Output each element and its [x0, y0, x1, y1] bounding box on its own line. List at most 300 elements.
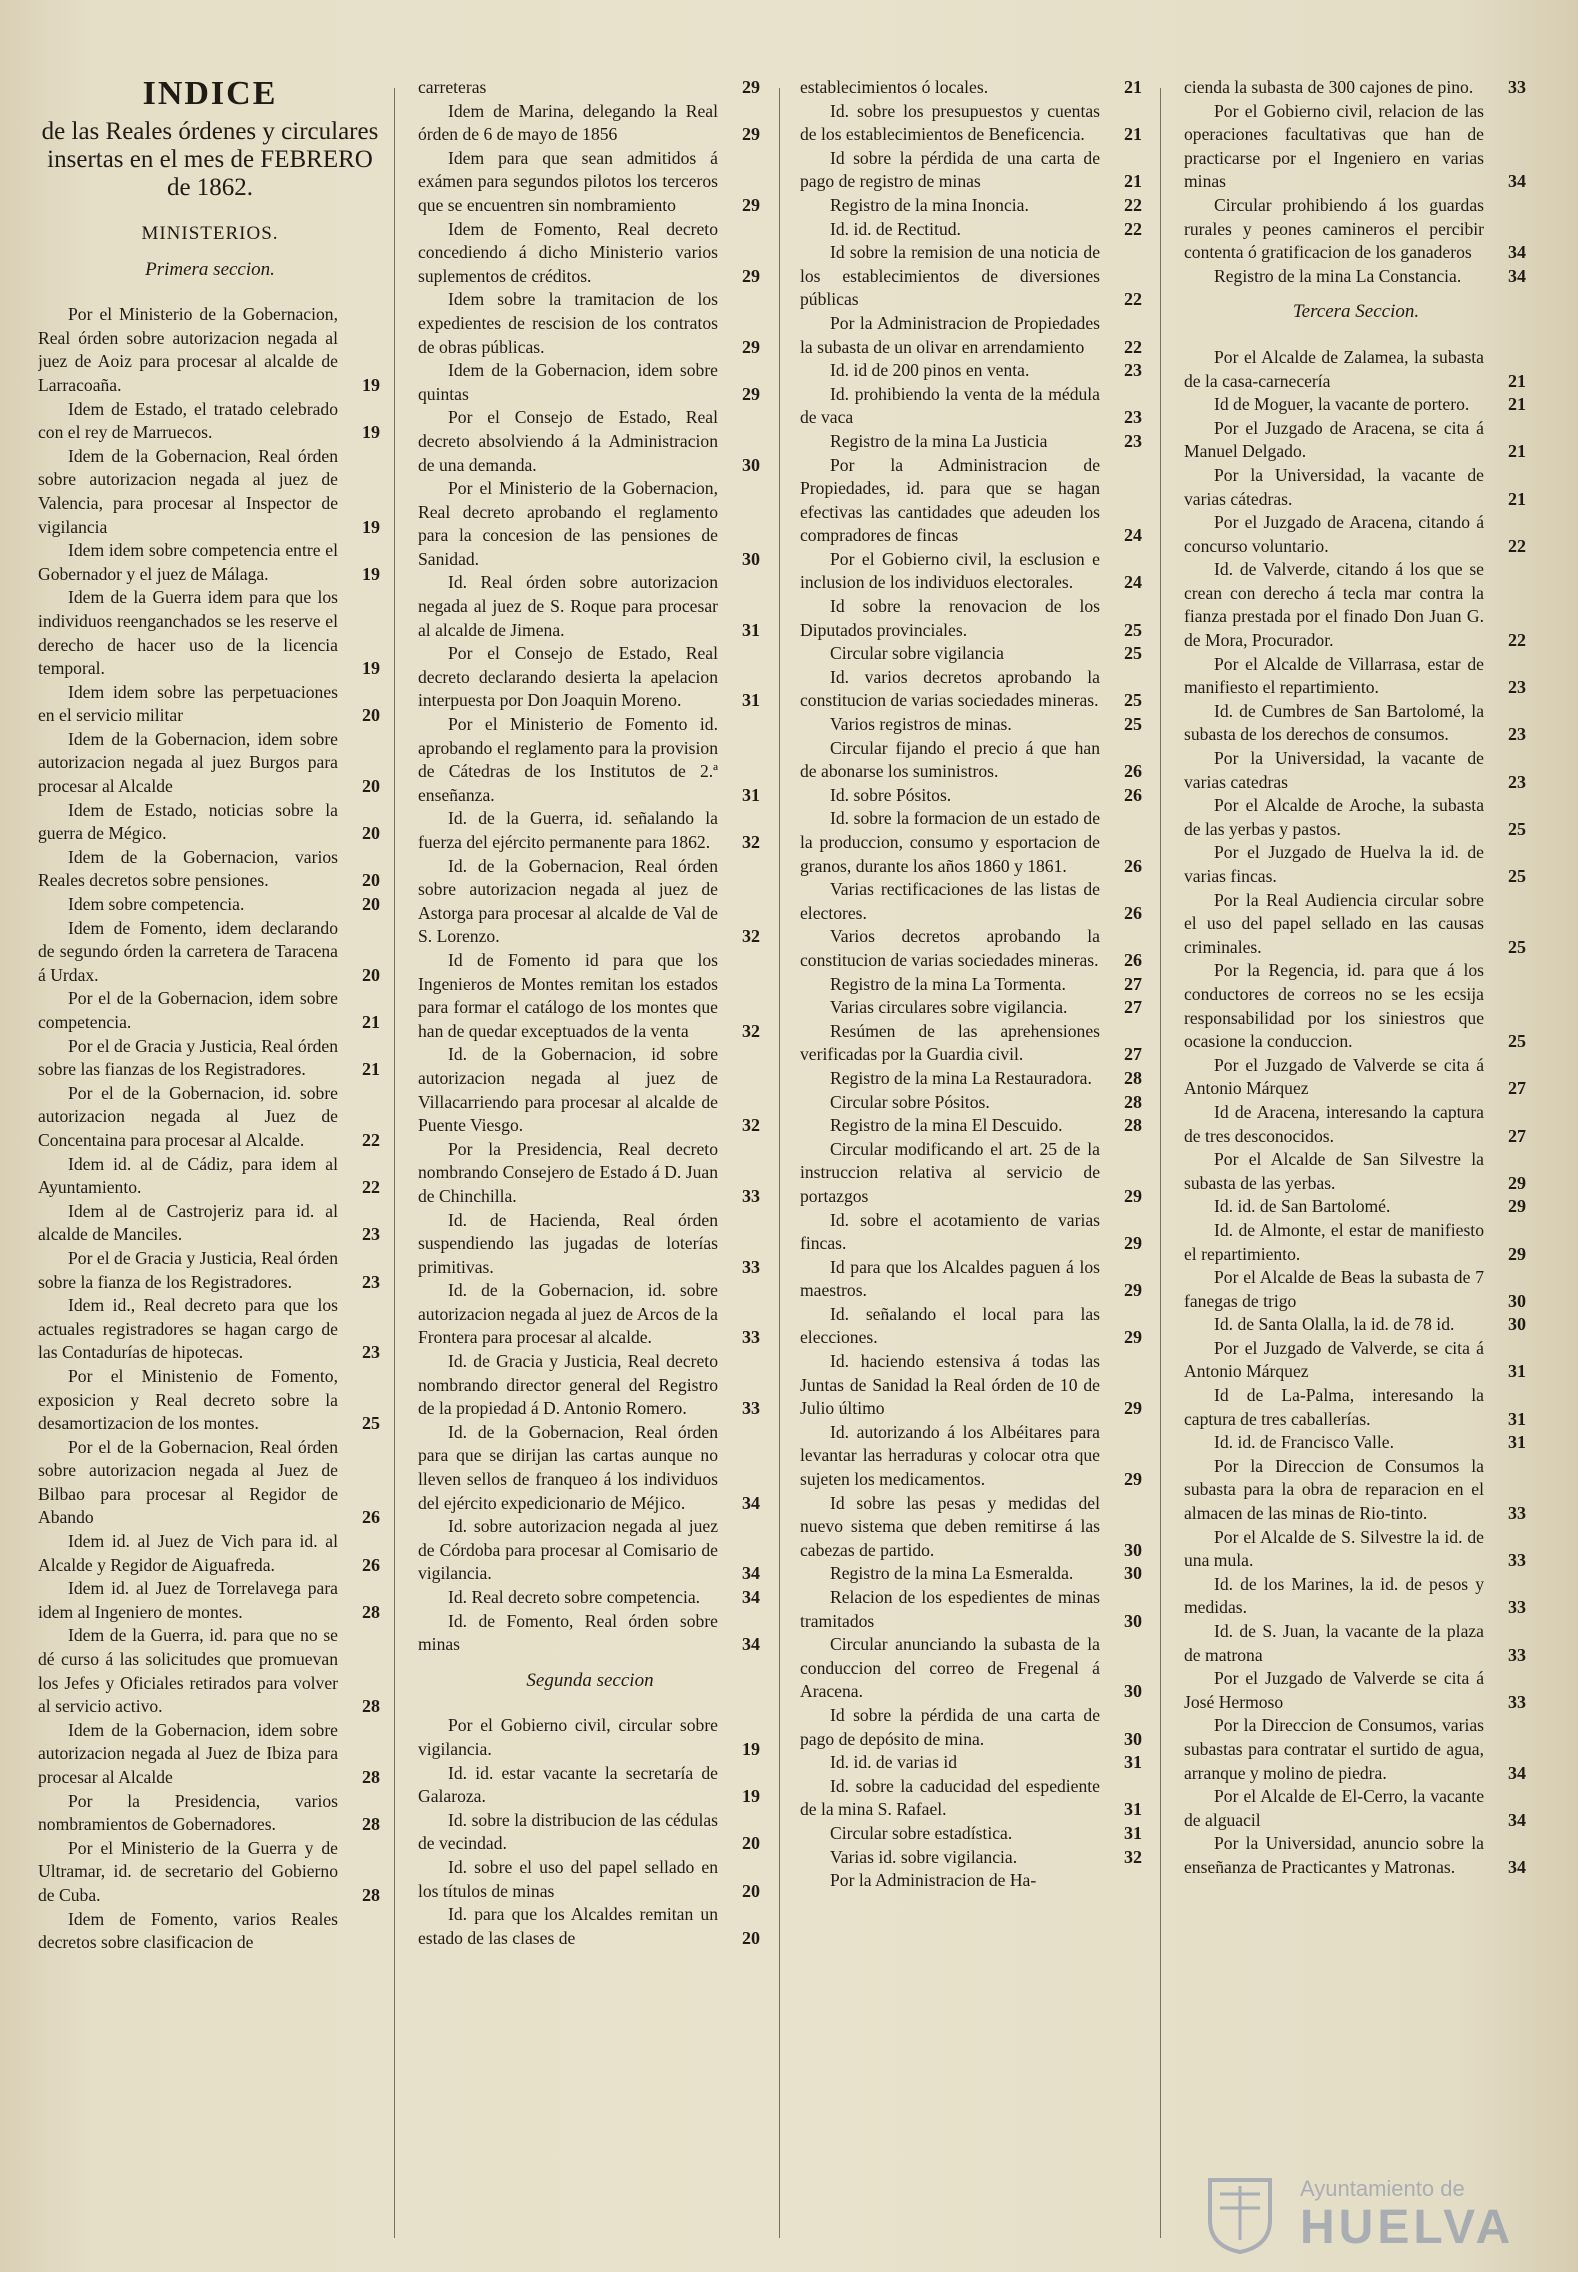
entry-text: Por el Alcalde de Zalamea, la subasta de la casa-carnecería [1184, 346, 1484, 391]
entry-page-number: 20 [362, 776, 380, 797]
entry-page-number: 28 [1124, 1115, 1142, 1136]
entry-text: Por el Gobierno civil, relacion de las operaciones facultativas que han de practicarse por el Ingeniero en varias minas [1184, 100, 1484, 192]
index-entry [38, 586, 382, 680]
entry-text: Circular anunciando la subasta de la conduccion del correo de Fregenal á Aracena. [800, 1634, 1100, 1702]
entry-page-number: 26 [1124, 784, 1142, 805]
entry-page-number: 33 [1508, 1597, 1526, 1618]
entry-page-number: 30 [1124, 1539, 1142, 1560]
entry-page-number: 21 [1508, 370, 1526, 391]
entry-page-number: 27 [1124, 997, 1142, 1018]
index-entry [800, 100, 1144, 147]
entry-page-number: 29 [1508, 1172, 1526, 1193]
entry-text: Registro de la mina La Restauradora. [830, 1067, 1092, 1088]
entry-text: Circular modificando el art. 25 de la instruccion relativa al servicio de portazgos [800, 1138, 1100, 1206]
entry-text: Id. de Cumbres de San Bartolomé, la subasta de los derechos de consumos. [1184, 700, 1484, 745]
section-heading-segunda: Segunda seccion [526, 1669, 654, 1691]
section-heading-tercera: Tercera Seccion. [1292, 301, 1420, 323]
index-entry [800, 1350, 1144, 1421]
entry-page-number: 32 [742, 1115, 760, 1136]
entry-text: Idem de la Guerra, id. para que no se dé curso á las solicitudes que promuevan los Jefes y Oficiales retirados para volver al servicio activo. [38, 1625, 338, 1717]
index-entry [1184, 558, 1528, 652]
entry-text: Id de Fomento id para que los Ingenieros de Montes remitan los estados para formar el catálogo de los montes que han de quedar exceptuados de la venta [418, 949, 718, 1041]
entry-page-number: 33 [1508, 1550, 1526, 1571]
entry-text: Registro de la mina La Justicia [830, 430, 1048, 451]
entry-page-number: 19 [362, 658, 380, 679]
entry-page-number: 30 [1508, 1314, 1526, 1335]
entry-page-number: 33 [1508, 1503, 1526, 1524]
entry-page-number: 23 [362, 1271, 380, 1292]
index-entry [800, 1775, 1144, 1822]
entry-text: Id. de Almonte, el estar de manifiesto el repartimiento. [1184, 1219, 1484, 1264]
entry-page-number: 29 [742, 77, 760, 97]
index-entry [418, 218, 762, 289]
column-1 [38, 76, 382, 2246]
index-entry [418, 855, 762, 949]
entry-text: Id de La-Palma, interesando la captura de tres caballerías. [1184, 1385, 1484, 1429]
entry-text: establecimientos ó locales. [800, 77, 989, 97]
entry-text: Idem de la Gobernacion, idem sobre autorizacion negada al juez Burgos para procesar al Alcalde [38, 728, 338, 797]
entry-page-number: 21 [1508, 394, 1526, 415]
index-entry [1184, 1431, 1528, 1455]
index-entry [800, 1020, 1144, 1067]
index-entry [800, 642, 1144, 666]
entry-page-number: 26 [1124, 855, 1142, 876]
index-entry [800, 1138, 1144, 1209]
watermark-line-2: HUELVA [1300, 2201, 1515, 2254]
index-entry [800, 1846, 1144, 1870]
column-2 [418, 76, 762, 2246]
index-entry [1184, 393, 1528, 417]
index-entry [800, 1822, 1144, 1846]
entry-page-number: 29 [1124, 1469, 1142, 1490]
entry-text: Id. de la Gobernacion, Real órden para que se dirijan las cartas aunque no lleven sellos de franqueo á los individuos del ejército expedicionario de Méjico. [418, 1421, 718, 1513]
index-entry [418, 1515, 762, 1586]
index-entry [800, 454, 1144, 548]
index-entry [38, 1837, 382, 1908]
entry-text: Por la Universidad, la vacante de varias catedras [1184, 748, 1484, 792]
entry-page-number: 25 [1124, 643, 1142, 664]
entry-page-number: 30 [1124, 1610, 1142, 1631]
entry-list [38, 303, 382, 1955]
index-entry [38, 1530, 382, 1577]
entry-page-number: 32 [742, 832, 760, 852]
entry-page-number: 29 [1124, 1185, 1142, 1206]
entry-page-number: 23 [1508, 724, 1526, 745]
entry-page-number: 34 [1508, 1762, 1526, 1783]
index-entry [1184, 194, 1528, 265]
entry-page-number: 22 [1508, 535, 1526, 556]
entry-page-number: 23 [1508, 677, 1526, 698]
entry-page-number: 34 [1508, 171, 1526, 192]
entry-page-number: 21 [362, 1012, 380, 1032]
index-entry [38, 1294, 382, 1365]
entry-page-number: 22 [362, 1177, 380, 1198]
index-entry [800, 1303, 1144, 1350]
index-entry [800, 1067, 1144, 1091]
index-entry [1184, 1101, 1528, 1148]
entry-page-number: 27 [1508, 1125, 1526, 1146]
entry-text: Id. sobre los presupuestos y cuentas de los establecimientos de Beneficencia. [800, 100, 1100, 145]
entry-text: Id. id. de San Bartolomé. [1214, 1196, 1391, 1217]
entry-text: Circular fijando el precio á que han de abonarse los suministros. [800, 737, 1100, 782]
index-entry [1184, 700, 1528, 747]
index-entry [800, 1492, 1144, 1563]
index-entry [1184, 1266, 1528, 1313]
entry-text: Idem id. al Juez de Vich para id. al Alcalde y Regidor de Aiguafreda. [38, 1531, 338, 1575]
index-entry [800, 548, 1144, 595]
entry-page-number: 23 [1124, 407, 1142, 428]
index-entry [1184, 417, 1528, 464]
index-entry [800, 996, 1144, 1020]
entry-text: Por el Ministerio de la Gobernacion, Real órden sobre autorizacion negada al juez de Aoiz para procesar al alcalde de Larracoaña. [38, 304, 338, 395]
entry-page-number: 21 [1508, 488, 1526, 509]
entry-text: Varias rectificaciones de las listas de electores. [800, 879, 1100, 923]
entry-text: Id. prohibiendo la venta de la médula de vaca [800, 383, 1100, 428]
index-entry [38, 1082, 382, 1153]
index-entry [1184, 76, 1528, 100]
index-entry [800, 1562, 1144, 1586]
index-entry [1184, 653, 1528, 700]
index-entry [418, 1043, 762, 1137]
index-entry [1184, 794, 1528, 841]
entry-text: Por el Ministerio de la Guerra y de Ultramar, id. de secretario del Gobierno de Cuba. [38, 1837, 338, 1905]
index-entry [800, 1256, 1144, 1303]
index-entry [418, 642, 762, 713]
entry-page-number: 23 [1124, 430, 1142, 451]
entry-text: Por el de Gracia y Justicia, Real órden sobre las fianzas de los Registradores. [38, 1035, 338, 1080]
entry-text: Id. de la Guerra, id. señalando la fuerza del ejército permanente para 1862. [418, 808, 718, 852]
index-entry [418, 949, 762, 1043]
entry-page-number: 34 [742, 1492, 760, 1513]
entry-text: Por la Administracion de Propiedades la subasta de un olivar en arrendamiento [800, 312, 1100, 357]
coat-of-arms-icon [1190, 2170, 1290, 2254]
entry-text: Id sobre las pesas y medidas del nuevo sistema que deben remitirse á las cabezas de partido. [800, 1492, 1100, 1560]
entry-page-number: 27 [1508, 1078, 1526, 1099]
entry-page-number: 34 [742, 1587, 760, 1607]
entry-text: Id. de Hacienda, Real órden suspendiendo las jugadas de loterías primitivas. [418, 1209, 718, 1277]
entry-text: Por el Gobierno civil, circular sobre vigilancia. [418, 1715, 718, 1759]
page-subtitle: de las Reales órdenes y circulares insertas en el mes de FEBRERO de 1862. [41, 118, 379, 201]
entry-text: Idem id. al Juez de Torrelavega para idem al Ingeniero de montes. [38, 1578, 338, 1622]
entry-text: Id. id. de Rectitud. [830, 218, 961, 239]
entry-text: Por el Ministerio de la Gobernacion, Real decreto aprobando el reglamento para la concesion de las pensiones de Sanidad. [418, 478, 718, 569]
index-entry [800, 147, 1144, 194]
entry-page-number: 34 [742, 1634, 760, 1655]
entry-text: Id. varios decretos aprobando la constitucion de varias sociedades mineras. [800, 666, 1100, 711]
entry-page-number: 23 [362, 1224, 380, 1245]
column-4 [1184, 76, 1528, 2246]
entry-text: Id. sobre la caducidad del espediente de la mina S. Rafael. [800, 1775, 1100, 1820]
index-entry [418, 1279, 762, 1350]
entry-text: Por el Juzgado de Aracena, se cita á Manuel Delgado. [1184, 417, 1484, 462]
entry-list [418, 1714, 762, 1950]
entry-page-number: 30 [1124, 1681, 1142, 1702]
entry-page-number: 29 [742, 383, 760, 404]
entry-text: Id. autorizando á los Albéitares para levantar las herraduras y colocar otra que sujeten los medicamentos. [800, 1421, 1100, 1490]
entry-page-number: 29 [1508, 1196, 1526, 1217]
entry-page-number: 27 [1124, 1044, 1142, 1065]
index-entry [800, 1704, 1144, 1751]
entry-page-number: 29 [1124, 1398, 1142, 1419]
index-entry [1184, 1384, 1528, 1431]
entry-text: Idem de la Gobernacion, idem sobre autorizacion negada al Juez de Ibiza para procesar al Alcalde [38, 1719, 338, 1787]
entry-page-number: 31 [742, 619, 760, 640]
entry-page-number: 33 [1508, 1691, 1526, 1712]
index-entry [418, 1903, 762, 1950]
entry-page-number: 29 [1124, 1233, 1142, 1254]
entry-page-number: 33 [1508, 77, 1526, 97]
entry-text: Id. de S. Juan, la vacante de la plaza de matrona [1184, 1621, 1484, 1665]
index-entry [418, 288, 762, 359]
index-entry [418, 1762, 762, 1809]
index-entry [418, 477, 762, 571]
entry-page-number: 23 [1508, 771, 1526, 792]
index-entry [800, 737, 1144, 784]
entry-page-number: 33 [742, 1185, 760, 1206]
entry-text: Por la Universidad, la vacante de varias cátedras. [1184, 464, 1484, 509]
index-entry [800, 807, 1144, 878]
entry-page-number: 33 [742, 1256, 760, 1277]
entry-page-number: 34 [1508, 1856, 1526, 1877]
entry-text: Id. id. estar vacante la secretaría de Galaroza. [418, 1762, 718, 1807]
index-entry [1184, 1219, 1528, 1266]
entry-page-number: 24 [1124, 572, 1142, 593]
entry-text: Id. Real decreto sobre competencia. [448, 1587, 701, 1607]
entry-text: Idem idem sobre competencia entre el Gobernador y el juez de Málaga. [38, 540, 338, 584]
index-entry [38, 728, 382, 799]
index-entry [1184, 1313, 1528, 1337]
entry-text: Registro de la mina La Esmeralda. [830, 1563, 1074, 1584]
entry-list [418, 76, 762, 1657]
entry-list [1184, 346, 1528, 1880]
index-entry [38, 1436, 382, 1530]
entry-text: Id sobre la remision de una noticia de los establecimientos de diversiones públicas [800, 242, 1100, 310]
entry-page-number: 20 [362, 823, 380, 844]
entry-page-number: 22 [1124, 289, 1142, 310]
index-entry [800, 713, 1144, 737]
entry-text: Por el de la Gobernacion, Real órden sobre autorizacion negada al Juez de Bilbao para procesar al Regidor de Abando [38, 1436, 338, 1528]
entry-page-number: 25 [1124, 690, 1142, 711]
ministry-heading: MINISTERIOS. [141, 223, 279, 244]
entry-page-number: 29 [742, 194, 760, 215]
index-entry [38, 681, 382, 728]
index-entry [800, 1751, 1144, 1775]
entry-page-number: 21 [1124, 77, 1142, 97]
index-entry [800, 1209, 1144, 1256]
watermark [1180, 2168, 1540, 2258]
entry-page-number: 26 [1124, 902, 1142, 923]
index-entry [1184, 464, 1528, 511]
entry-text: Registro de la mina La Constancia. [1214, 265, 1462, 286]
entry-page-number: 22 [1124, 218, 1142, 239]
entry-page-number: 33 [742, 1327, 760, 1348]
index-entry [1184, 511, 1528, 558]
entry-text: Id. sobre la distribucion de las cédulas de vecindad. [418, 1809, 718, 1854]
index-entry [1184, 1573, 1528, 1620]
index-entry [800, 784, 1144, 808]
index-entry [418, 1856, 762, 1903]
entry-text: Id. sobre autorizacion negada al juez de Córdoba para procesar al Comisario de vigilancia. [418, 1516, 718, 1584]
index-entry [1184, 100, 1528, 194]
index-entry [1184, 1832, 1528, 1879]
entry-text: Id. de Fomento, Real órden sobre minas [418, 1610, 718, 1655]
entry-text: Por el Ministenio de Fomento, exposicion y Real decreto sobre la desamortizacion de los montes. [38, 1365, 338, 1434]
entry-page-number: 29 [742, 336, 760, 357]
index-entry [38, 1153, 382, 1200]
index-entry [1184, 1195, 1528, 1219]
section-heading-primera: Primera seccion. [145, 258, 275, 280]
index-entry [38, 987, 382, 1034]
entry-page-number: 25 [362, 1413, 380, 1434]
index-entry [38, 539, 382, 586]
index-entry [800, 312, 1144, 359]
index-entry [38, 1035, 382, 1082]
entry-page-number: 29 [1124, 1280, 1142, 1301]
entry-text: Id. id de 200 pinos en venta. [830, 360, 1030, 381]
entry-page-number: 31 [742, 690, 760, 711]
index-entry [418, 359, 762, 406]
index-entry [418, 1138, 762, 1209]
entry-text: Id. de los Marines, la id. de pesos y medidas. [1184, 1573, 1484, 1618]
entry-page-number: 34 [742, 1563, 760, 1584]
index-entry [38, 799, 382, 846]
index-entry [418, 1421, 762, 1515]
entry-page-number: 32 [742, 1020, 760, 1041]
entry-text: Por la Presidencia, Real decreto nombrando Consejero de Estado á D. Juan de Chinchilla. [418, 1138, 718, 1206]
index-entry [1184, 1054, 1528, 1101]
index-entry [418, 1714, 762, 1761]
index-entry [800, 595, 1144, 642]
entry-text: Idem de la Gobernacion, varios Reales decretos sobre pensiones. [38, 846, 338, 891]
entry-text: Idem de Estado, el tratado celebrado con el rey de Marruecos. [38, 398, 338, 443]
entry-page-number: 25 [1124, 619, 1142, 640]
entry-text: Por la Universidad, anuncio sobre la enseñanza de Practicantes y Matronas. [1184, 1833, 1484, 1877]
index-entry [800, 1869, 1144, 1893]
entry-page-number: 30 [742, 454, 760, 475]
index-entry [1184, 889, 1528, 960]
entry-text: Id. sobre Pósitos. [830, 784, 952, 805]
entry-text: Circular sobre estadística. [830, 1822, 1013, 1843]
entry-page-number: 22 [1124, 194, 1142, 215]
entry-page-number: 26 [362, 1554, 380, 1575]
index-entry [1184, 1337, 1528, 1384]
entry-page-number: 31 [742, 784, 760, 805]
entry-text: Id. sobre el acotamiento de varias fincas. [800, 1209, 1100, 1254]
entry-text: Varias circulares sobre vigilancia. [830, 997, 1068, 1018]
entry-page-number: 34 [1508, 242, 1526, 263]
entry-page-number: 25 [1508, 936, 1526, 957]
entry-page-number: 25 [1508, 866, 1526, 886]
index-entry [38, 893, 382, 917]
index-entry [1184, 1714, 1528, 1785]
entry-text: Por el Gobierno civil, la esclusion e inclusion de los individuos electorales. [800, 548, 1100, 593]
entry-text: Id. id. de Francisco Valle. [1214, 1432, 1394, 1453]
entry-text: Id. haciendo estensiva á todas las Juntas de Sanidad la Real órden de 10 de Julio último [800, 1351, 1100, 1419]
entry-page-number: 31 [1124, 1752, 1142, 1773]
entry-page-number: 31 [1508, 1408, 1526, 1429]
entry-text: Por el Alcalde de Aroche, la subasta de las yerbas y pastos. [1184, 795, 1484, 839]
entry-page-number: 31 [1124, 1799, 1142, 1820]
entry-text: Registro de la mina La Tormenta. [830, 973, 1066, 994]
entry-text: Idem de Marina, delegando la Real órden de 6 de mayo de 1856 [418, 100, 718, 145]
entry-text: Por el Alcalde de El-Cerro, la vacante de alguacil [1184, 1786, 1484, 1830]
entry-page-number: 32 [742, 926, 760, 947]
entry-text: Idem de Fomento, Real decreto concediendo á dicho Ministerio varios suplementos de créditos. [418, 218, 718, 286]
index-entry [1184, 1785, 1528, 1832]
column-rule [1160, 88, 1161, 2238]
entry-text: cienda la subasta de 300 cajones de pino. [1184, 77, 1474, 97]
entry-page-number: 19 [742, 1786, 760, 1807]
entry-page-number: 26 [1124, 761, 1142, 782]
entry-text: Idem de la Guerra idem para que los individuos reenganchados se les reserve el derecho de hacer uso de la licencia temporal. [38, 587, 338, 679]
entry-page-number: 20 [362, 870, 380, 891]
entry-text: Por el Alcalde de Beas la subasta de 7 fanegas de trigo [1184, 1267, 1484, 1311]
entry-text: Id. de Valverde, citando á los que se crean con derecho á tecla mar contra la fianza prestada por el finado Don Juan G. de Mora, Procurador. [1184, 559, 1484, 651]
index-entry [418, 147, 762, 218]
entry-text: Idem sobre la tramitacion de los expedientes de rescision de los contratos de obras públicas. [418, 289, 718, 357]
index-entry [800, 383, 1144, 430]
index-entry [1184, 1620, 1528, 1667]
index-entry [38, 917, 382, 988]
entry-text: Varios registros de minas. [830, 714, 1012, 735]
entry-page-number: 20 [362, 894, 380, 915]
entry-page-number: 24 [1124, 525, 1142, 546]
entry-page-number: 32 [1124, 1846, 1142, 1867]
entry-page-number: 19 [742, 1738, 760, 1759]
index-entry [1184, 747, 1528, 794]
entry-page-number: 34 [1508, 265, 1526, 286]
entry-page-number: 23 [1124, 360, 1142, 381]
entry-text: Id. de la Gobernacion, id sobre autorizacion negada al juez de Villacarriendo para procesar al alcalde de Puente Viesgo. [418, 1044, 718, 1136]
entry-text: Por la Regencia, id. para que á los conductores de correos no se les ecsija responsabilidad por los siniestros que ocasione la conduccion. [1184, 960, 1484, 1052]
entry-text: Id para que los Alcaldes paguen á los maestros. [800, 1256, 1100, 1301]
entry-text: Resúmen de las aprehensiones verificadas por la Guardia civil. [800, 1020, 1100, 1065]
entry-page-number: 21 [362, 1059, 380, 1080]
index-entry [800, 973, 1144, 997]
entry-page-number: 30 [1124, 1728, 1142, 1749]
column-rule [779, 88, 780, 2238]
entry-text: Id de Aracena, interesando la captura de tres desconocidos. [1184, 1101, 1484, 1146]
index-entry [38, 303, 382, 397]
entry-list [800, 76, 1144, 1893]
index-entry [418, 571, 762, 642]
entry-text: Idem de la Gobernacion, idem sobre quintas [418, 360, 718, 404]
entry-page-number: 25 [1124, 714, 1142, 735]
entry-text: Por el Juzgado de Valverde se cita á José Hermoso [1184, 1668, 1484, 1712]
index-entry [800, 359, 1144, 383]
entry-text: Id. de la Gobernacion, id. sobre autorizacion negada al juez de Arcos de la Frontera para procesar al alcalde. [418, 1280, 718, 1348]
index-entry [418, 76, 762, 100]
entry-text: Id de Moguer, la vacante de portero. [1214, 394, 1470, 415]
index-entry [800, 76, 1144, 100]
entry-page-number: 31 [1508, 1361, 1526, 1382]
index-entry [38, 445, 382, 539]
index-entry [418, 1586, 762, 1610]
index-entry [800, 241, 1144, 312]
entry-text: Circular sobre Pósitos. [830, 1091, 990, 1112]
entry-page-number: 22 [362, 1129, 380, 1150]
entry-page-number: 19 [362, 422, 380, 443]
index-entry [38, 1200, 382, 1247]
index-entry [800, 925, 1144, 972]
entry-text: Por el Juzgado de Valverde se cita á Antonio Márquez [1184, 1054, 1484, 1099]
watermark-line-1: Ayuntamiento de [1300, 2176, 1465, 2201]
entry-page-number: 21 [1508, 441, 1526, 462]
index-entry [1184, 1667, 1528, 1714]
entry-text: Idem de Estado, noticias sobre la guerra de Mégico. [38, 799, 338, 844]
entry-text: Varios decretos aprobando la constitucion de varias sociedades mineras. [800, 926, 1100, 970]
entry-text: Idem para que sean admitidos á exámen para segundos pilotos los terceros que se encuentren sin nombramiento [418, 147, 718, 215]
